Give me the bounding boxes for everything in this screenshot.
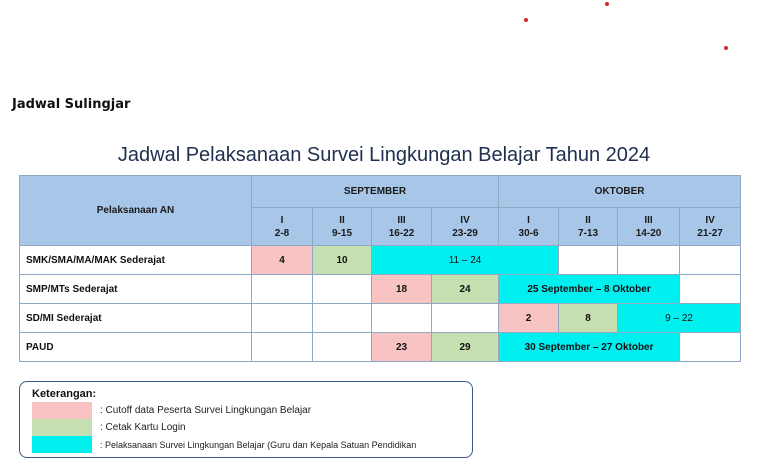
week-header: II 7-13	[559, 208, 618, 246]
empty-cell	[680, 246, 741, 275]
empty-cell	[313, 275, 372, 304]
legend-item	[32, 402, 311, 419]
empty-cell	[618, 246, 680, 275]
empty-cell	[252, 275, 313, 304]
week-header: III 16-22	[372, 208, 432, 246]
table-row	[20, 275, 741, 304]
cutoff-cell: 23	[372, 333, 432, 362]
cutoff-cell: 18	[372, 275, 432, 304]
empty-cell	[372, 304, 432, 333]
login-cell: 24	[432, 275, 499, 304]
table-row	[20, 333, 741, 362]
empty-cell	[432, 304, 499, 333]
section-title: Jadwal Sulingjar	[12, 97, 131, 112]
month-september: SEPTEMBER	[252, 176, 499, 208]
legend-text: : Cetak Kartu Login	[100, 422, 186, 433]
decorative-dot	[524, 18, 528, 22]
table-row	[20, 246, 741, 275]
row-label: SMP/MTs Sederajat	[20, 275, 252, 304]
row-label: SMK/SMA/MA/MAK Sederajat	[20, 246, 252, 275]
week-header: III 14-20	[618, 208, 680, 246]
legend-swatch-cutoff	[32, 402, 92, 419]
month-oktober: OKTOBER	[499, 176, 741, 208]
legend-item	[32, 436, 416, 453]
table-row	[20, 304, 741, 333]
legend-swatch-survey	[32, 436, 92, 453]
empty-cell	[313, 304, 372, 333]
login-cell: 29	[432, 333, 499, 362]
decorative-dot	[605, 2, 609, 6]
row-label: PAUD	[20, 333, 252, 362]
cutoff-cell: 4	[252, 246, 313, 275]
empty-cell	[313, 333, 372, 362]
empty-cell	[559, 246, 618, 275]
document-title: Jadwal Pelaksanaan Survei Lingkungan Belajar Tahun 2024	[117, 144, 651, 166]
empty-cell	[680, 333, 741, 362]
week-header: IV 21-27	[680, 208, 741, 246]
week-header: IV 23-29	[432, 208, 499, 246]
empty-cell	[680, 275, 741, 304]
login-cell: 8	[559, 304, 618, 333]
legend-item	[32, 419, 186, 436]
week-header: II 9-15	[313, 208, 372, 246]
week-header: I 30-6	[499, 208, 559, 246]
survey-cell: 30 September – 27 Oktober	[499, 333, 680, 362]
login-cell: 10	[313, 246, 372, 275]
legend-box	[19, 381, 473, 458]
survey-cell: 9 – 22	[618, 304, 741, 333]
row-label: SD/MI Sederajat	[20, 304, 252, 333]
header-pelaksanaan: Pelaksanaan AN	[20, 176, 252, 246]
legend-text: : Cutoff data Peserta Survei Lingkungan Belajar	[100, 405, 312, 416]
schedule-table	[19, 175, 741, 362]
decorative-dot	[724, 46, 728, 50]
legend-swatch-login	[32, 419, 92, 436]
legend-text: : Pelaksanaan Survei Lingkungan Belajar (Guru dan Kepala Satuan Pendidikan	[100, 439, 417, 450]
empty-cell	[252, 304, 313, 333]
cutoff-cell: 2	[499, 304, 559, 333]
legend-title: Keterangan:	[32, 388, 97, 400]
survey-cell: 25 September – 8 Oktober	[499, 275, 680, 304]
empty-cell	[252, 333, 313, 362]
survey-cell: 11 – 24	[372, 246, 559, 275]
week-header: I 2-8	[252, 208, 313, 246]
